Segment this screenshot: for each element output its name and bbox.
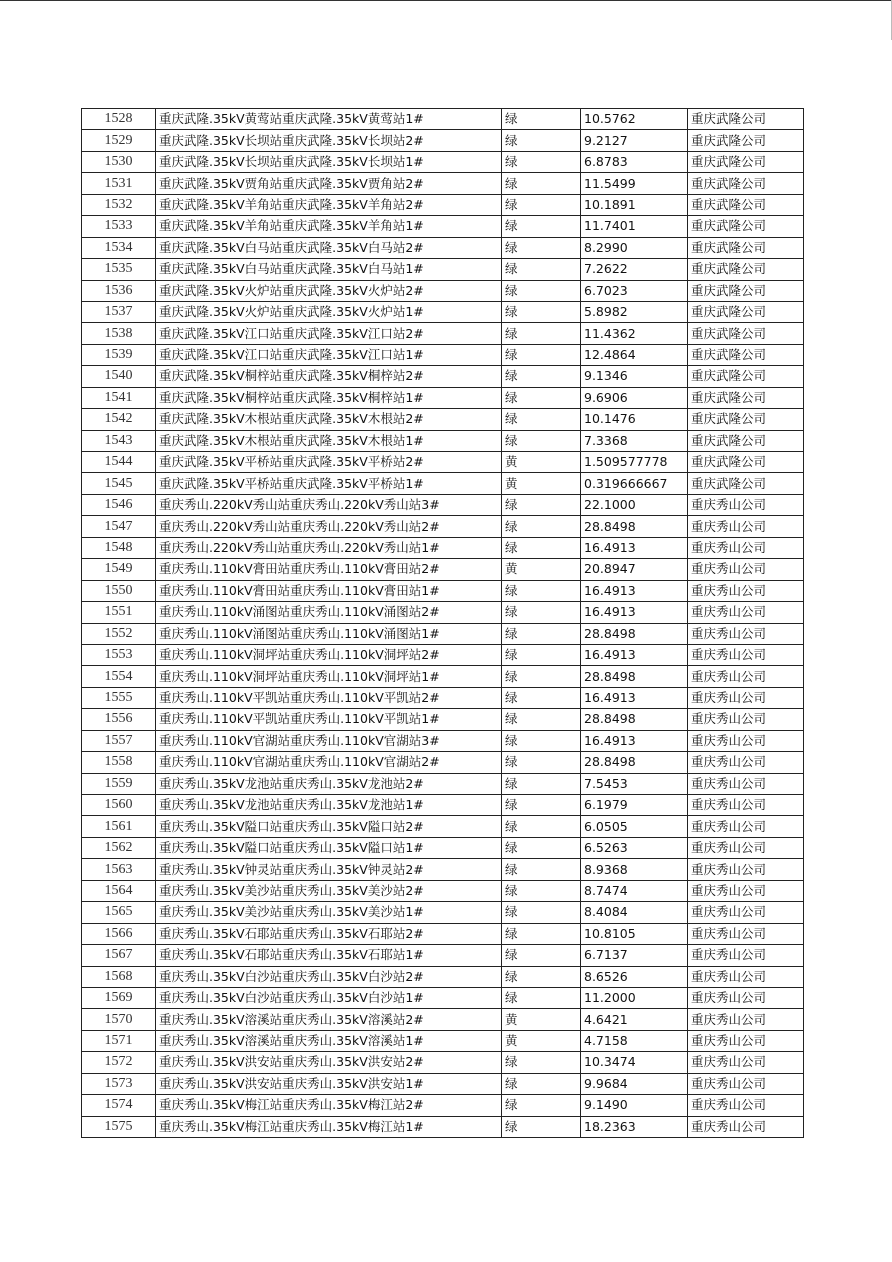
station-name-cell: 重庆秀山.110kV洞坪站重庆秀山.110kV洞坪站2# <box>156 644 502 665</box>
status-color-cell: 绿 <box>502 494 581 515</box>
value-cell: 8.9368 <box>581 859 688 880</box>
table-row <box>82 280 804 301</box>
table-row <box>82 516 804 537</box>
table-body <box>82 109 804 1138</box>
status-color-cell: 绿 <box>502 945 581 966</box>
company-cell: 重庆秀山公司 <box>688 902 804 923</box>
station-name-cell: 重庆武隆.35kV贾角站重庆武隆.35kV贾角站2# <box>156 173 502 194</box>
status-color-cell: 绿 <box>502 259 581 280</box>
status-color-cell: 绿 <box>502 237 581 258</box>
company-cell: 重庆秀山公司 <box>688 945 804 966</box>
company-cell: 重庆秀山公司 <box>688 644 804 665</box>
row-index-cell: 1531 <box>82 173 156 194</box>
station-name-cell: 重庆秀山.110kV洞坪站重庆秀山.110kV洞坪站1# <box>156 666 502 687</box>
table-row <box>82 387 804 408</box>
row-index-cell: 1546 <box>82 494 156 515</box>
station-name-cell: 重庆秀山.35kV石耶站重庆秀山.35kV石耶站2# <box>156 923 502 944</box>
table-row <box>82 837 804 858</box>
station-name-cell: 重庆秀山.35kV梅江站重庆秀山.35kV梅江站1# <box>156 1116 502 1137</box>
company-cell: 重庆秀山公司 <box>688 966 804 987</box>
table-row <box>82 623 804 644</box>
row-index-cell: 1557 <box>82 730 156 751</box>
row-index-cell: 1532 <box>82 194 156 215</box>
status-color-cell: 绿 <box>502 859 581 880</box>
company-cell: 重庆秀山公司 <box>688 666 804 687</box>
company-cell: 重庆秀山公司 <box>688 795 804 816</box>
station-name-cell: 重庆秀山.35kV洪安站重庆秀山.35kV洪安站1# <box>156 1073 502 1094</box>
company-cell: 重庆武隆公司 <box>688 409 804 430</box>
table-row <box>82 194 804 215</box>
station-name-cell: 重庆武隆.35kV平桥站重庆武隆.35kV平桥站2# <box>156 452 502 473</box>
status-color-cell: 绿 <box>502 1116 581 1137</box>
value-cell: 4.7158 <box>581 1030 688 1051</box>
table-row <box>82 773 804 794</box>
station-name-cell: 重庆秀山.110kV膏田站重庆秀山.110kV膏田站1# <box>156 580 502 601</box>
value-cell: 7.2622 <box>581 259 688 280</box>
station-name-cell: 重庆秀山.110kV膏田站重庆秀山.110kV膏田站2# <box>156 559 502 580</box>
status-color-cell: 绿 <box>502 1052 581 1073</box>
table-row <box>82 730 804 751</box>
value-cell: 5.8982 <box>581 301 688 322</box>
station-name-cell: 重庆武隆.35kV白马站重庆武隆.35kV白马站2# <box>156 237 502 258</box>
status-color-cell: 绿 <box>502 902 581 923</box>
value-cell: 9.1490 <box>581 1095 688 1116</box>
station-name-cell: 重庆秀山.35kV洪安站重庆秀山.35kV洪安站2# <box>156 1052 502 1073</box>
value-cell: 6.7137 <box>581 945 688 966</box>
value-cell: 9.1346 <box>581 366 688 387</box>
value-cell: 22.1000 <box>581 494 688 515</box>
value-cell: 16.4913 <box>581 580 688 601</box>
company-cell: 重庆武隆公司 <box>688 301 804 322</box>
company-cell: 重庆武隆公司 <box>688 173 804 194</box>
row-index-cell: 1573 <box>82 1073 156 1094</box>
row-index-cell: 1530 <box>82 151 156 172</box>
station-name-cell: 重庆武隆.35kV桐梓站重庆武隆.35kV桐梓站1# <box>156 387 502 408</box>
value-cell: 8.6526 <box>581 966 688 987</box>
company-cell: 重庆武隆公司 <box>688 366 804 387</box>
company-cell: 重庆武隆公司 <box>688 130 804 151</box>
row-index-cell: 1570 <box>82 1009 156 1030</box>
status-color-cell: 绿 <box>502 1095 581 1116</box>
row-index-cell: 1554 <box>82 666 156 687</box>
station-name-cell: 重庆秀山.35kV溶溪站重庆秀山.35kV溶溪站1# <box>156 1030 502 1051</box>
table-row <box>82 366 804 387</box>
status-color-cell: 绿 <box>502 837 581 858</box>
table-row <box>82 1073 804 1094</box>
station-name-cell: 重庆武隆.35kV江口站重庆武隆.35kV江口站2# <box>156 323 502 344</box>
status-color-cell: 绿 <box>502 409 581 430</box>
company-cell: 重庆武隆公司 <box>688 280 804 301</box>
table-row <box>82 923 804 944</box>
company-cell: 重庆秀山公司 <box>688 1030 804 1051</box>
value-cell: 11.7401 <box>581 216 688 237</box>
value-cell: 10.1476 <box>581 409 688 430</box>
table-row <box>82 452 804 473</box>
station-name-cell: 重庆秀山.35kV美沙站重庆秀山.35kV美沙站1# <box>156 902 502 923</box>
table-row <box>82 494 804 515</box>
row-index-cell: 1566 <box>82 923 156 944</box>
company-cell: 重庆秀山公司 <box>688 537 804 558</box>
value-cell: 28.8498 <box>581 623 688 644</box>
table-row <box>82 1009 804 1030</box>
station-name-cell: 重庆秀山.35kV白沙站重庆秀山.35kV白沙站2# <box>156 966 502 987</box>
row-index-cell: 1555 <box>82 687 156 708</box>
station-name-cell: 重庆武隆.35kV白马站重庆武隆.35kV白马站1# <box>156 259 502 280</box>
table-row <box>82 1030 804 1051</box>
station-name-cell: 重庆秀山.35kV石耶站重庆秀山.35kV石耶站1# <box>156 945 502 966</box>
station-name-cell: 重庆武隆.35kV长坝站重庆武隆.35kV长坝站1# <box>156 151 502 172</box>
value-cell: 7.5453 <box>581 773 688 794</box>
status-color-cell: 绿 <box>502 687 581 708</box>
value-cell: 16.4913 <box>581 602 688 623</box>
value-cell: 11.5499 <box>581 173 688 194</box>
value-cell: 10.8105 <box>581 923 688 944</box>
row-index-cell: 1533 <box>82 216 156 237</box>
station-name-cell: 重庆秀山.35kV隘口站重庆秀山.35kV隘口站1# <box>156 837 502 858</box>
status-color-cell: 绿 <box>502 987 581 1008</box>
table-row <box>82 602 804 623</box>
table-row <box>82 237 804 258</box>
row-index-cell: 1539 <box>82 344 156 365</box>
row-index-cell: 1545 <box>82 473 156 494</box>
row-index-cell: 1537 <box>82 301 156 322</box>
company-cell: 重庆秀山公司 <box>688 773 804 794</box>
station-name-cell: 重庆秀山.35kV隘口站重庆秀山.35kV隘口站2# <box>156 816 502 837</box>
table-row <box>82 216 804 237</box>
company-cell: 重庆秀山公司 <box>688 559 804 580</box>
table-row <box>82 666 804 687</box>
value-cell: 16.4913 <box>581 687 688 708</box>
row-index-cell: 1538 <box>82 323 156 344</box>
row-index-cell: 1559 <box>82 773 156 794</box>
row-index-cell: 1563 <box>82 859 156 880</box>
value-cell: 6.8783 <box>581 151 688 172</box>
table-row <box>82 1116 804 1137</box>
table-row <box>82 945 804 966</box>
company-cell: 重庆秀山公司 <box>688 687 804 708</box>
row-index-cell: 1565 <box>82 902 156 923</box>
status-color-cell: 绿 <box>502 130 581 151</box>
value-cell: 9.6906 <box>581 387 688 408</box>
table-row <box>82 430 804 451</box>
company-cell: 重庆秀山公司 <box>688 923 804 944</box>
row-index-cell: 1543 <box>82 430 156 451</box>
value-cell: 12.4864 <box>581 344 688 365</box>
table-row <box>82 902 804 923</box>
company-cell: 重庆武隆公司 <box>688 216 804 237</box>
value-cell: 28.8498 <box>581 752 688 773</box>
company-cell: 重庆秀山公司 <box>688 1052 804 1073</box>
table-row <box>82 409 804 430</box>
table-row <box>82 559 804 580</box>
status-color-cell: 绿 <box>502 323 581 344</box>
station-name-cell: 重庆武隆.35kV木根站重庆武隆.35kV木根站1# <box>156 430 502 451</box>
status-color-cell: 绿 <box>502 344 581 365</box>
status-color-cell: 绿 <box>502 516 581 537</box>
row-index-cell: 1567 <box>82 945 156 966</box>
page-top-border <box>0 0 892 1</box>
status-color-cell: 绿 <box>502 752 581 773</box>
company-cell: 重庆秀山公司 <box>688 987 804 1008</box>
station-name-cell: 重庆武隆.35kV平桥站重庆武隆.35kV平桥站1# <box>156 473 502 494</box>
value-cell: 10.3474 <box>581 1052 688 1073</box>
table-row <box>82 537 804 558</box>
table-row <box>82 473 804 494</box>
status-color-cell: 绿 <box>502 430 581 451</box>
value-cell: 8.7474 <box>581 880 688 901</box>
station-name-cell: 重庆秀山.110kV平凯站重庆秀山.110kV平凯站2# <box>156 687 502 708</box>
table-row <box>82 644 804 665</box>
row-index-cell: 1574 <box>82 1095 156 1116</box>
status-color-cell: 黄 <box>502 452 581 473</box>
value-cell: 20.8947 <box>581 559 688 580</box>
value-cell: 6.0505 <box>581 816 688 837</box>
value-cell: 1.509577778 <box>581 452 688 473</box>
table-row <box>82 344 804 365</box>
station-name-cell: 重庆秀山.110kV官湖站重庆秀山.110kV官湖站3# <box>156 730 502 751</box>
table-row <box>82 1095 804 1116</box>
station-name-cell: 重庆秀山.35kV龙池站重庆秀山.35kV龙池站1# <box>156 795 502 816</box>
table-row <box>82 151 804 172</box>
row-index-cell: 1558 <box>82 752 156 773</box>
table-row <box>82 323 804 344</box>
station-name-cell: 重庆武隆.35kV火炉站重庆武隆.35kV火炉站1# <box>156 301 502 322</box>
value-cell: 11.4362 <box>581 323 688 344</box>
status-color-cell: 绿 <box>502 623 581 644</box>
company-cell: 重庆武隆公司 <box>688 452 804 473</box>
value-cell: 6.7023 <box>581 280 688 301</box>
station-name-cell: 重庆武隆.35kV长坝站重庆武隆.35kV长坝站2# <box>156 130 502 151</box>
status-color-cell: 黄 <box>502 1009 581 1030</box>
company-cell: 重庆秀山公司 <box>688 709 804 730</box>
status-color-cell: 绿 <box>502 151 581 172</box>
value-cell: 6.1979 <box>581 795 688 816</box>
status-color-cell: 绿 <box>502 580 581 601</box>
company-cell: 重庆秀山公司 <box>688 859 804 880</box>
value-cell: 28.8498 <box>581 516 688 537</box>
station-name-cell: 重庆秀山.110kV涌图站重庆秀山.110kV涌图站2# <box>156 602 502 623</box>
station-name-cell: 重庆武隆.35kV桐梓站重庆武隆.35kV桐梓站2# <box>156 366 502 387</box>
company-cell: 重庆秀山公司 <box>688 880 804 901</box>
row-index-cell: 1542 <box>82 409 156 430</box>
company-cell: 重庆秀山公司 <box>688 623 804 644</box>
table-row <box>82 687 804 708</box>
value-cell: 0.319666667 <box>581 473 688 494</box>
status-color-cell: 绿 <box>502 109 581 130</box>
status-color-cell: 绿 <box>502 173 581 194</box>
station-name-cell: 重庆武隆.35kV江口站重庆武隆.35kV江口站1# <box>156 344 502 365</box>
value-cell: 8.2990 <box>581 237 688 258</box>
status-color-cell: 绿 <box>502 816 581 837</box>
table-row <box>82 795 804 816</box>
status-color-cell: 绿 <box>502 795 581 816</box>
value-cell: 9.2127 <box>581 130 688 151</box>
table-row <box>82 816 804 837</box>
station-name-cell: 重庆秀山.220kV秀山站重庆秀山.220kV秀山站3# <box>156 494 502 515</box>
company-cell: 重庆秀山公司 <box>688 730 804 751</box>
row-index-cell: 1528 <box>82 109 156 130</box>
row-index-cell: 1572 <box>82 1052 156 1073</box>
row-index-cell: 1575 <box>82 1116 156 1137</box>
status-color-cell: 绿 <box>502 709 581 730</box>
status-color-cell: 绿 <box>502 216 581 237</box>
row-index-cell: 1569 <box>82 987 156 1008</box>
table-row <box>82 130 804 151</box>
row-index-cell: 1556 <box>82 709 156 730</box>
station-name-cell: 重庆秀山.35kV溶溪站重庆秀山.35kV溶溪站2# <box>156 1009 502 1030</box>
table-row <box>82 580 804 601</box>
station-name-cell: 重庆秀山.220kV秀山站重庆秀山.220kV秀山站2# <box>156 516 502 537</box>
company-cell: 重庆秀山公司 <box>688 494 804 515</box>
table-row <box>82 966 804 987</box>
station-name-cell: 重庆秀山.35kV美沙站重庆秀山.35kV美沙站2# <box>156 880 502 901</box>
row-index-cell: 1549 <box>82 559 156 580</box>
company-cell: 重庆武隆公司 <box>688 151 804 172</box>
row-index-cell: 1560 <box>82 795 156 816</box>
table-row <box>82 859 804 880</box>
company-cell: 重庆武隆公司 <box>688 387 804 408</box>
company-cell: 重庆武隆公司 <box>688 109 804 130</box>
company-cell: 重庆秀山公司 <box>688 580 804 601</box>
value-cell: 7.3368 <box>581 430 688 451</box>
table-row <box>82 109 804 130</box>
row-index-cell: 1568 <box>82 966 156 987</box>
status-color-cell: 绿 <box>502 366 581 387</box>
value-cell: 4.6421 <box>581 1009 688 1030</box>
status-color-cell: 黄 <box>502 473 581 494</box>
value-cell: 28.8498 <box>581 666 688 687</box>
status-color-cell: 绿 <box>502 880 581 901</box>
status-color-cell: 绿 <box>502 387 581 408</box>
value-cell: 10.5762 <box>581 109 688 130</box>
station-name-cell: 重庆武隆.35kV羊角站重庆武隆.35kV羊角站2# <box>156 194 502 215</box>
status-color-cell: 绿 <box>502 644 581 665</box>
station-name-cell: 重庆秀山.35kV钟灵站重庆秀山.35kV钟灵站2# <box>156 859 502 880</box>
row-index-cell: 1536 <box>82 280 156 301</box>
company-cell: 重庆秀山公司 <box>688 752 804 773</box>
value-cell: 16.4913 <box>581 730 688 751</box>
table-row <box>82 259 804 280</box>
company-cell: 重庆武隆公司 <box>688 344 804 365</box>
company-cell: 重庆武隆公司 <box>688 430 804 451</box>
status-color-cell: 绿 <box>502 537 581 558</box>
status-color-cell: 绿 <box>502 666 581 687</box>
station-name-cell: 重庆秀山.220kV秀山站重庆秀山.220kV秀山站1# <box>156 537 502 558</box>
row-index-cell: 1547 <box>82 516 156 537</box>
table-row <box>82 709 804 730</box>
status-color-cell: 绿 <box>502 301 581 322</box>
station-name-cell: 重庆武隆.35kV火炉站重庆武隆.35kV火炉站2# <box>156 280 502 301</box>
value-cell: 8.4084 <box>581 902 688 923</box>
value-cell: 6.5263 <box>581 837 688 858</box>
table-row <box>82 880 804 901</box>
table-row <box>82 173 804 194</box>
status-color-cell: 绿 <box>502 730 581 751</box>
value-cell: 9.9684 <box>581 1073 688 1094</box>
station-name-cell: 重庆秀山.110kV平凯站重庆秀山.110kV平凯站1# <box>156 709 502 730</box>
value-cell: 28.8498 <box>581 709 688 730</box>
table-row <box>82 301 804 322</box>
value-cell: 18.2363 <box>581 1116 688 1137</box>
table-row <box>82 752 804 773</box>
company-cell: 重庆秀山公司 <box>688 816 804 837</box>
data-table <box>81 108 804 1138</box>
station-name-cell: 重庆武隆.35kV羊角站重庆武隆.35kV羊角站1# <box>156 216 502 237</box>
station-name-cell: 重庆秀山.35kV白沙站重庆秀山.35kV白沙站1# <box>156 987 502 1008</box>
company-cell: 重庆武隆公司 <box>688 194 804 215</box>
station-name-cell: 重庆秀山.110kV涌图站重庆秀山.110kV涌图站1# <box>156 623 502 644</box>
station-name-cell: 重庆秀山.110kV官湖站重庆秀山.110kV官湖站2# <box>156 752 502 773</box>
row-index-cell: 1548 <box>82 537 156 558</box>
row-index-cell: 1564 <box>82 880 156 901</box>
company-cell: 重庆秀山公司 <box>688 1009 804 1030</box>
row-index-cell: 1571 <box>82 1030 156 1051</box>
row-index-cell: 1553 <box>82 644 156 665</box>
status-color-cell: 绿 <box>502 194 581 215</box>
value-cell: 10.1891 <box>581 194 688 215</box>
row-index-cell: 1550 <box>82 580 156 601</box>
company-cell: 重庆秀山公司 <box>688 1116 804 1137</box>
status-color-cell: 绿 <box>502 966 581 987</box>
status-color-cell: 绿 <box>502 923 581 944</box>
station-name-cell: 重庆武隆.35kV木根站重庆武隆.35kV木根站2# <box>156 409 502 430</box>
company-cell: 重庆武隆公司 <box>688 323 804 344</box>
table-row <box>82 1052 804 1073</box>
status-color-cell: 绿 <box>502 1073 581 1094</box>
table-row <box>82 987 804 1008</box>
company-cell: 重庆秀山公司 <box>688 837 804 858</box>
station-name-cell: 重庆武隆.35kV黄莺站重庆武隆.35kV黄莺站1# <box>156 109 502 130</box>
company-cell: 重庆武隆公司 <box>688 259 804 280</box>
company-cell: 重庆武隆公司 <box>688 473 804 494</box>
status-color-cell: 黄 <box>502 1030 581 1051</box>
value-cell: 16.4913 <box>581 644 688 665</box>
company-cell: 重庆武隆公司 <box>688 237 804 258</box>
company-cell: 重庆秀山公司 <box>688 1073 804 1094</box>
company-cell: 重庆秀山公司 <box>688 516 804 537</box>
status-color-cell: 绿 <box>502 602 581 623</box>
row-index-cell: 1551 <box>82 602 156 623</box>
company-cell: 重庆秀山公司 <box>688 1095 804 1116</box>
status-color-cell: 绿 <box>502 280 581 301</box>
status-color-cell: 绿 <box>502 773 581 794</box>
value-cell: 16.4913 <box>581 537 688 558</box>
row-index-cell: 1552 <box>82 623 156 644</box>
value-cell: 11.2000 <box>581 987 688 1008</box>
row-index-cell: 1541 <box>82 387 156 408</box>
row-index-cell: 1529 <box>82 130 156 151</box>
row-index-cell: 1562 <box>82 837 156 858</box>
station-name-cell: 重庆秀山.35kV龙池站重庆秀山.35kV龙池站2# <box>156 773 502 794</box>
row-index-cell: 1544 <box>82 452 156 473</box>
status-color-cell: 黄 <box>502 559 581 580</box>
row-index-cell: 1540 <box>82 366 156 387</box>
station-name-cell: 重庆秀山.35kV梅江站重庆秀山.35kV梅江站2# <box>156 1095 502 1116</box>
row-index-cell: 1534 <box>82 237 156 258</box>
company-cell: 重庆秀山公司 <box>688 602 804 623</box>
row-index-cell: 1535 <box>82 259 156 280</box>
row-index-cell: 1561 <box>82 816 156 837</box>
